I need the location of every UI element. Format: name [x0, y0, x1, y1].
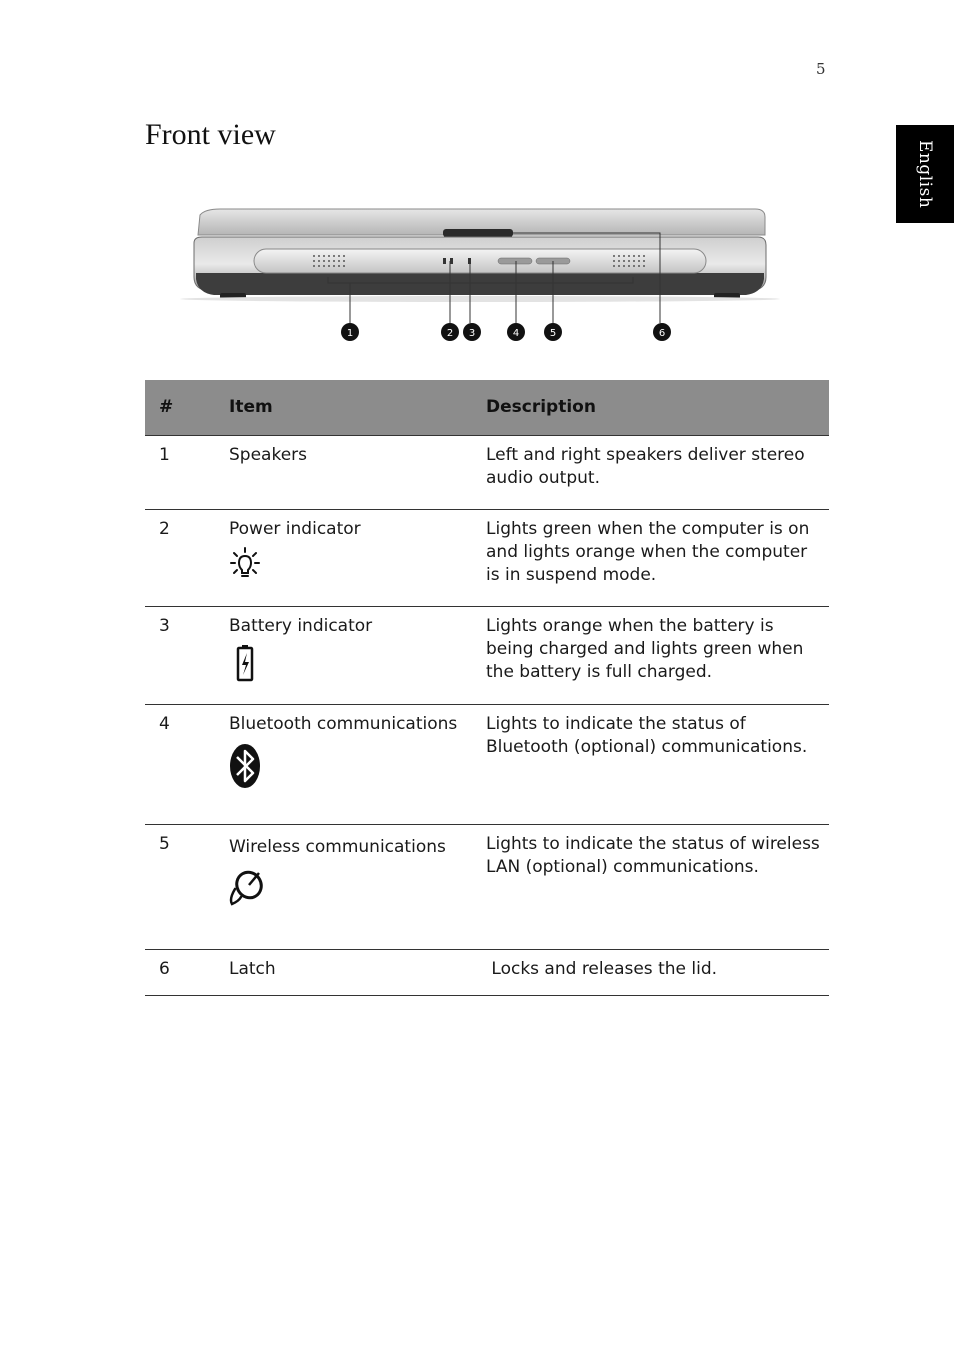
- row-description: Locks and releases the lid.: [486, 950, 829, 996]
- header-description: Description: [486, 380, 829, 436]
- table-row: [145, 510, 829, 607]
- row-number: 4: [145, 705, 229, 825]
- header-number: #: [145, 380, 229, 436]
- row-number: 3: [145, 607, 229, 705]
- row-number: 6: [145, 950, 229, 996]
- power-bulb-icon: [229, 547, 261, 583]
- callout-4: [507, 323, 525, 341]
- row-item: Battery indicator: [229, 616, 373, 636]
- svg-text:2: 2: [446, 328, 454, 339]
- row-item: Power indicator: [229, 519, 361, 539]
- table-row: [145, 705, 829, 825]
- row-number: 1: [145, 436, 229, 510]
- svg-text:1: 1: [346, 328, 354, 339]
- page-number: 5: [816, 60, 826, 78]
- table-row: [145, 950, 829, 996]
- header-item: Item: [229, 380, 486, 436]
- callout-1: [341, 323, 359, 341]
- row-item: Latch: [229, 959, 276, 979]
- wireless-icon: [229, 867, 269, 907]
- row-description: Lights green when the computer is on and lights orange when the computer is in suspend mode.: [486, 510, 829, 607]
- language-tab-label: English: [915, 139, 935, 209]
- svg-text:6: 6: [658, 328, 666, 339]
- row-item: Bluetooth communications: [229, 714, 458, 734]
- row-description: Lights to indicate the status of wireless LAN (optional) communications.: [486, 825, 829, 950]
- bluetooth-icon: [229, 742, 263, 790]
- callout-5: [544, 323, 562, 341]
- table-row: [145, 436, 829, 510]
- svg-text:5: 5: [549, 328, 557, 339]
- row-description: Lights to indicate the status of Bluetooth (optional) communications.: [486, 705, 829, 825]
- svg-text:4: 4: [512, 328, 520, 339]
- row-item: Wireless communications: [229, 837, 446, 857]
- table-header-row: [145, 380, 829, 436]
- language-tab: [896, 125, 954, 223]
- callout-2: [441, 323, 459, 341]
- callout-6: [653, 323, 671, 341]
- battery-icon: [229, 644, 261, 682]
- page-title: Front view: [145, 118, 276, 151]
- laptop-front-illustration: [180, 195, 820, 355]
- svg-text:3: 3: [468, 328, 476, 339]
- row-number: 5: [145, 825, 229, 950]
- table-row: [145, 825, 829, 950]
- table-row: [145, 607, 829, 705]
- row-number: 2: [145, 510, 229, 607]
- row-item: Speakers: [229, 445, 308, 465]
- row-description: Lights orange when the battery is being charged and lights green when the battery is full charged.: [486, 607, 829, 705]
- front-view-table: [145, 380, 829, 996]
- laptop-front-view-figure: [180, 195, 820, 355]
- callout-3: [463, 323, 481, 341]
- row-description: Left and right speakers deliver stereo audio output.: [486, 436, 829, 510]
